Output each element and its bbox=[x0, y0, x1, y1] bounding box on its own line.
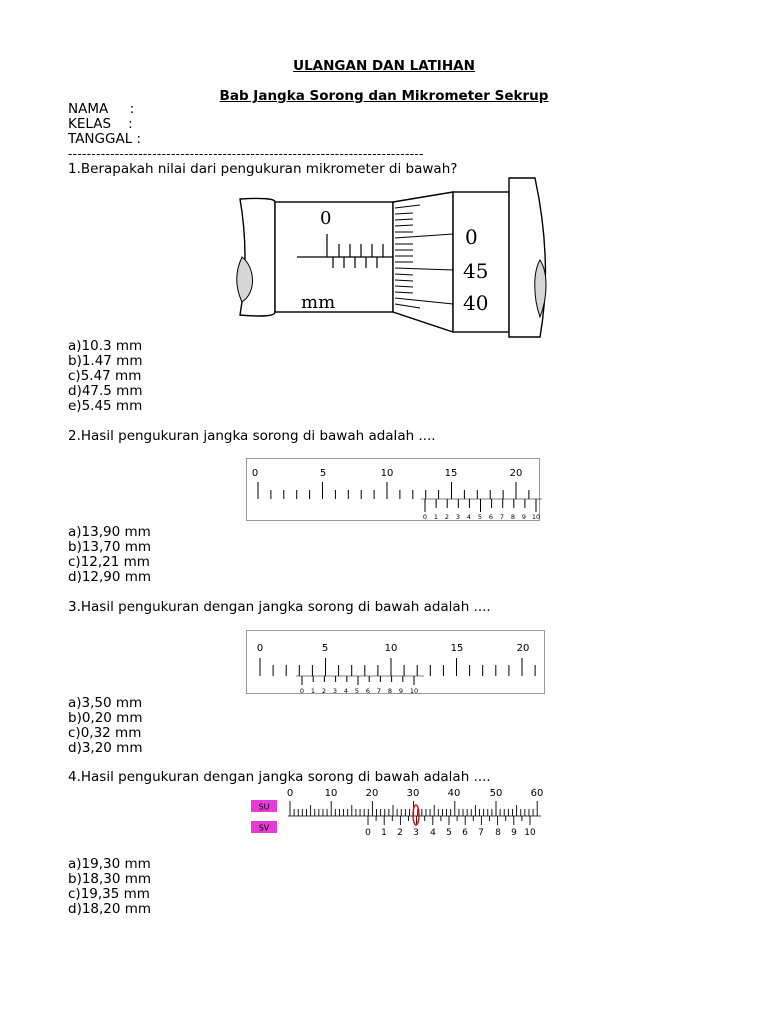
q2-vern-2: 2 bbox=[444, 513, 450, 521]
q3-vern-6: 6 bbox=[365, 687, 371, 695]
q1-option-c[interactable]: c)5.47 mm bbox=[68, 368, 142, 384]
q4-vern-5: 5 bbox=[446, 828, 452, 838]
q2-option-c[interactable]: c)12,21 mm bbox=[68, 554, 150, 570]
q3-vern-4: 4 bbox=[343, 687, 349, 695]
q4-option-b[interactable]: b)18,30 mm bbox=[68, 871, 152, 887]
q3-option-a[interactable]: a)3,50 mm bbox=[68, 695, 143, 711]
q2-vern-4: 4 bbox=[466, 513, 472, 521]
page-title: ULANGAN DAN LATIHAN bbox=[293, 58, 475, 74]
q2-option-d[interactable]: d)12,90 mm bbox=[68, 569, 152, 585]
q3-vern-5: 5 bbox=[354, 687, 360, 695]
q1-option-d[interactable]: d)47.5 mm bbox=[68, 383, 143, 399]
q3-main-10: 10 bbox=[384, 643, 398, 654]
q2-vern-8: 8 bbox=[510, 513, 516, 521]
q4-vernier-ticks bbox=[368, 816, 530, 825]
q4-option-d[interactable]: d)18,20 mm bbox=[68, 901, 152, 917]
q2-main-0: 0 bbox=[251, 468, 259, 479]
q2-main-10: 10 bbox=[380, 468, 394, 479]
q4-main-60: 60 bbox=[530, 788, 544, 799]
q2-main-5: 5 bbox=[319, 468, 327, 479]
q3-vern-3: 3 bbox=[332, 687, 338, 695]
question-2: 2.Hasil pengukuran jangka sorong di bawah adalah .... bbox=[68, 428, 436, 444]
thimble-label-0: 0 bbox=[465, 225, 478, 249]
thimble-label-45: 45 bbox=[463, 259, 489, 283]
q4-main-0: 0 bbox=[286, 788, 294, 799]
q1-option-b[interactable]: b)1.47 mm bbox=[68, 353, 143, 369]
q4-vern-8: 8 bbox=[495, 828, 501, 838]
q3-vern-9: 9 bbox=[398, 687, 404, 695]
q4-option-c[interactable]: c)19,35 mm bbox=[68, 886, 150, 902]
q2-main-20: 20 bbox=[509, 468, 523, 479]
q4-vernier-labels bbox=[365, 828, 536, 838]
q2-vern-9: 9 bbox=[521, 513, 527, 521]
q4-main-30: 30 bbox=[406, 788, 420, 799]
q1-option-e[interactable]: e)5.45 mm bbox=[68, 398, 143, 414]
q3-option-c[interactable]: c)0,32 mm bbox=[68, 725, 142, 741]
q3-vern-8: 8 bbox=[387, 687, 393, 695]
q4-vern-0: 0 bbox=[365, 828, 371, 838]
field-tanggal: TANGGAL : bbox=[68, 131, 142, 147]
q2-vern-6: 6 bbox=[488, 513, 494, 521]
su-label: SU bbox=[258, 802, 270, 812]
q4-vern-9: 9 bbox=[511, 828, 517, 838]
q2-main-15: 15 bbox=[444, 468, 458, 479]
q4-vern-1: 1 bbox=[381, 828, 387, 838]
q3-vern-0: 0 bbox=[299, 687, 305, 695]
micrometer-figure bbox=[235, 172, 555, 340]
q3-main-0: 0 bbox=[256, 643, 264, 654]
q3-vern-10: 10 bbox=[409, 687, 419, 695]
question-4: 4.Hasil pengukuran dengan jangka sorong di bawah adalah .... bbox=[68, 769, 491, 785]
q4-vern-7: 7 bbox=[478, 828, 484, 838]
question-1: 1.Berapakah nilai dari pengukuran mikrometer di bawah? bbox=[68, 161, 458, 177]
q2-vern-5: 5 bbox=[477, 513, 483, 521]
sleeve-zero-label: 0 bbox=[320, 208, 332, 229]
q3-vern-2: 2 bbox=[321, 687, 327, 695]
q3-option-b[interactable]: b)0,20 mm bbox=[68, 710, 143, 726]
q3-main-5: 5 bbox=[321, 643, 329, 654]
q3-vern-1: 1 bbox=[310, 687, 316, 695]
divider: ---------------------------------------------------------------------------- bbox=[68, 147, 424, 161]
caliper-figure-2 bbox=[246, 458, 542, 522]
caliper-figure-4 bbox=[250, 785, 550, 840]
q2-vern-0: 0 bbox=[422, 513, 428, 521]
q3-vern-7: 7 bbox=[376, 687, 382, 695]
caliper-figure-3 bbox=[246, 630, 546, 696]
q4-vern-6: 6 bbox=[462, 828, 468, 838]
q4-vern-3: 3 bbox=[413, 828, 419, 838]
q1-option-a[interactable]: a)10.3 mm bbox=[68, 338, 143, 354]
q4-main-10: 10 bbox=[324, 788, 338, 799]
q2-vern-7: 7 bbox=[499, 513, 505, 521]
page-subtitle: Bab Jangka Sorong dan Mikrometer Sekrup bbox=[219, 88, 549, 104]
q4-option-a[interactable]: a)19,30 mm bbox=[68, 856, 151, 872]
thimble-label-40: 40 bbox=[463, 291, 489, 315]
q3-main-15: 15 bbox=[450, 643, 464, 654]
q2-vern-10: 10 bbox=[531, 513, 541, 521]
q4-vern-10: 10 bbox=[524, 828, 536, 838]
field-nama: NAMA : bbox=[68, 101, 135, 117]
question-3: 3.Hasil pengukuran dengan jangka sorong di bawah adalah .... bbox=[68, 599, 491, 615]
q4-main-20: 20 bbox=[365, 788, 379, 799]
q2-option-b[interactable]: b)13,70 mm bbox=[68, 539, 152, 555]
q2-vern-3: 3 bbox=[455, 513, 461, 521]
q3-option-d[interactable]: d)3,20 mm bbox=[68, 740, 143, 756]
q4-vern-4: 4 bbox=[430, 828, 436, 838]
q4-main-40: 40 bbox=[447, 788, 461, 799]
q4-main-labels bbox=[287, 788, 544, 799]
q4-main-50: 50 bbox=[489, 788, 503, 799]
q2-option-a[interactable]: a)13,90 mm bbox=[68, 524, 151, 540]
q3-main-20: 20 bbox=[516, 643, 530, 654]
q2-vern-1: 1 bbox=[433, 513, 439, 521]
q4-vern-2: 2 bbox=[397, 828, 403, 838]
sv-label: SV bbox=[258, 823, 270, 833]
field-kelas: KELAS : bbox=[68, 116, 133, 132]
sleeve-unit-label: mm bbox=[301, 292, 336, 313]
